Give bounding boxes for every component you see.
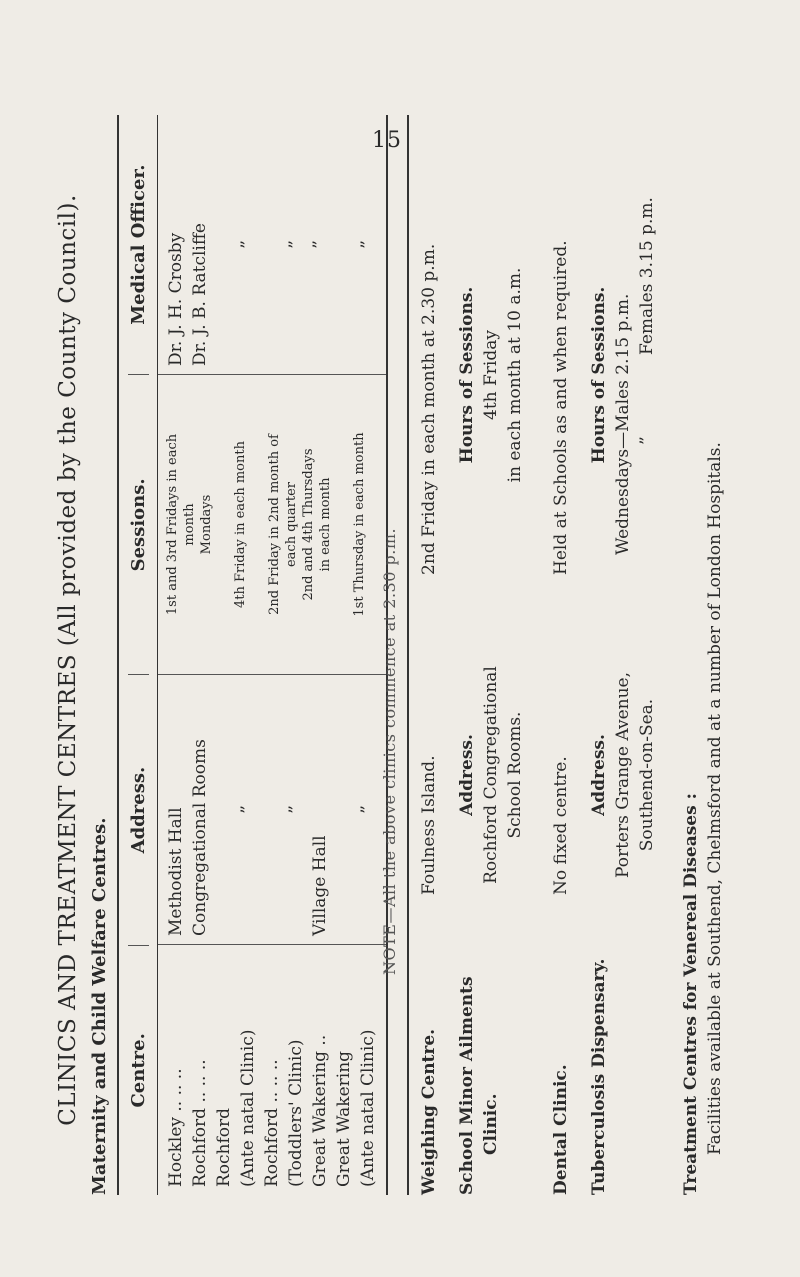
medical-officer-column	[158, 115, 386, 375]
table-cell: 4th Friday in each month	[233, 441, 248, 608]
table-cell: Great Wakering ..	[310, 1034, 330, 1187]
section-subtitle: Maternity and Child Welfare Centres.	[89, 817, 110, 1195]
table-cell	[260, 683, 284, 936]
table-header	[119, 115, 158, 1195]
dental-clinic-label: Dental Clinic.	[551, 1064, 571, 1195]
table-cell	[212, 683, 236, 936]
weighing-centre-label: Weighing Centre.	[419, 1028, 439, 1195]
table-cell	[249, 383, 266, 666]
school-hours-line1: 4th Friday	[481, 330, 501, 420]
table-cell: in each month	[318, 477, 333, 572]
table-cell: (Ante natal Clinic)	[358, 1029, 378, 1187]
table-cell	[332, 683, 356, 936]
table-cell: Hockley .. .. ..	[166, 1068, 186, 1187]
table-cell: (Toddlers' Clinic)	[286, 1039, 306, 1187]
school-clinic-label: School Minor Ailments	[457, 976, 477, 1195]
weighing-centre-address: Foulness Island.	[419, 755, 439, 895]
tb-address-line1: Porters Grange Avenue,	[613, 672, 633, 879]
table-cell: Rochford	[214, 1107, 234, 1187]
table-cell	[332, 123, 356, 366]
tb-hours-line1: Wednesdays—Males 2.15 p.m.	[613, 293, 633, 555]
table-body	[158, 115, 386, 1195]
header-centre: Centre.	[127, 1033, 149, 1108]
school-clinic-label-2: Clinic.	[481, 1093, 501, 1155]
table-cell: ”	[238, 805, 258, 814]
table-cell: (Ante natal Clinic)	[238, 1029, 258, 1187]
tb-address-line2: Southend-on-Sea.	[637, 698, 657, 852]
address-column	[158, 675, 386, 945]
table-cell	[212, 123, 236, 366]
school-hours-heading: Hours of Sessions.	[457, 286, 477, 464]
table-cell: 1st Thursday in each month	[352, 432, 367, 617]
tb-dispensary-label: Tuberculosis Dispensary.	[589, 958, 609, 1195]
sessions-column	[158, 375, 386, 675]
school-address-heading: Address.	[457, 734, 477, 816]
tb-hours-line2: Females 3.15 p.m.	[637, 197, 657, 355]
page-number: 15	[372, 128, 402, 153]
venereal-centres-text: Facilities available at Southend, Chelmsford and at a number of London Hospitals.	[705, 442, 725, 1155]
welfare-centres-table	[117, 115, 388, 1195]
table-cell: Great Wakering	[334, 1050, 354, 1187]
header-address: Address.	[128, 675, 149, 945]
page-title: CLINICS AND TREATMENT CENTRES (All provided by the County Council).	[55, 194, 81, 1126]
table-cell: Rochford .. .. ..	[262, 1059, 282, 1187]
weighing-centre-hours: 2nd Friday in each month at 2.30 p.m.	[419, 243, 439, 575]
table-cell	[260, 123, 284, 366]
table-cell: Congregational Rooms	[190, 739, 210, 936]
table-cell: ”	[238, 240, 258, 249]
table-cell: Rochford .. .. ..	[190, 1059, 210, 1187]
tb-address-heading: Address.	[589, 734, 609, 816]
dental-clinic-hours: Held at Schools as and when required.	[551, 240, 571, 575]
table-cell: ”	[286, 240, 306, 249]
school-address-line2: School Rooms.	[505, 711, 525, 839]
table-cell: ”	[310, 240, 330, 249]
table-cell	[215, 383, 232, 666]
centre-column	[158, 945, 386, 1195]
table-cell: Dr. J. H. Crosby	[166, 232, 186, 366]
table-cell: Mondays	[199, 494, 214, 555]
table-cell: each quarter	[284, 481, 299, 568]
header-sessions: Sessions.	[128, 375, 149, 675]
dental-clinic-address: No fixed centre.	[551, 756, 571, 895]
table-cell: ”	[358, 805, 378, 814]
table-cell: 2nd and 4th Thursdays	[301, 448, 316, 601]
tb-hours-ditto: ”	[637, 436, 657, 445]
table-cell: Village Hall	[310, 835, 330, 936]
tb-hours-heading: Hours of Sessions.	[589, 286, 609, 464]
rotated-page-content	[55, 85, 775, 1235]
table-cell: Dr. J. B. Ratcliffe	[190, 223, 210, 366]
table-cell: Methodist Hall	[166, 807, 186, 936]
venereal-centres-label: Treatment Centres for Venereal Diseases :	[681, 793, 701, 1195]
school-address-line1: Rochford Congregational	[481, 666, 501, 884]
table-cell: 2nd Friday in 2nd month of	[267, 434, 282, 615]
table-note: NOTE—All the above clinics commence at 2.30 p.m.	[380, 527, 399, 975]
divider	[407, 115, 409, 1195]
table-cell: 1st and 3rd Fridays in each	[165, 433, 180, 616]
table-cell	[334, 383, 351, 666]
header-medical-officer: Medical Officer.	[128, 115, 149, 375]
table-cell: ”	[358, 240, 378, 249]
table-cell: ”	[286, 805, 306, 814]
school-hours-line2: in each month at 10 a.m.	[505, 267, 525, 483]
table-cell: month	[182, 503, 197, 546]
